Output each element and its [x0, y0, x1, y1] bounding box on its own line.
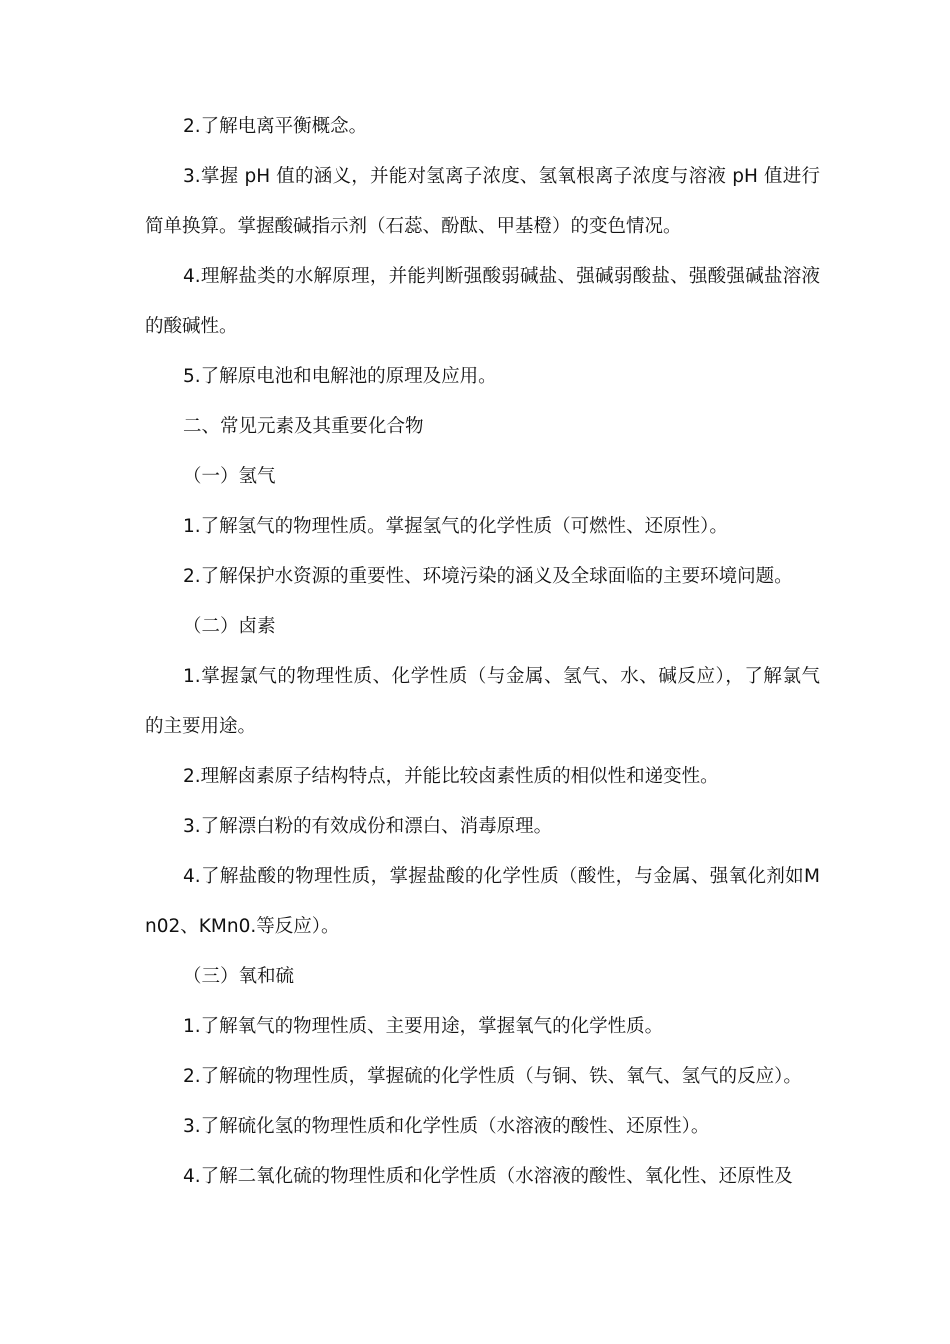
paragraph-water-resources: 2.了解保护水资源的重要性、环境污染的涵义及全球面临的主要环境问题。	[183, 566, 793, 587]
subsection-heading-oxygen-sulfur: （三）氧和硫	[183, 966, 295, 987]
paragraph-ionization-equilibrium: 2.了解电离平衡概念。	[183, 116, 368, 137]
paragraph-sulfur-properties: 2.了解硫的物理性质，掌握硫的化学性质（与铜、铁、氧气、氢气的反应）。	[183, 1066, 802, 1087]
subsection-heading-halogens: （二）卤素	[183, 616, 276, 637]
document-body	[145, 102, 820, 1202]
section-heading-common-elements: 二、常见元素及其重要化合物	[183, 416, 424, 437]
paragraph-oxygen-properties: 1.了解氧气的物理性质、主要用途，掌握氧气的化学性质。	[183, 1016, 664, 1037]
subsection-heading-hydrogen: （一）氢气	[183, 466, 276, 487]
paragraph-bleaching-powder: 3.了解漂白粉的有效成份和漂白、消毒原理。	[183, 816, 553, 837]
paragraph-hydrogen-properties: 1.了解氢气的物理性质。掌握氢气的化学性质（可燃性、还原性）。	[183, 516, 728, 537]
paragraph-hydrochloric-acid: 4.了解盐酸的物理性质，掌握盐酸的化学性质（酸性，与金属、强氧化剂如Mn02、KMn0.等反应）。	[145, 866, 820, 937]
paragraph-sulfur-dioxide: 4.了解二氧化硫的物理性质和化学性质（水溶液的酸性、氧化性、还原性及	[183, 1166, 793, 1187]
paragraph-salt-hydrolysis: 4.理解盐类的水解原理，并能判断强酸弱碱盐、强碱弱酸盐、强酸强碱盐溶液的酸碱性。	[145, 266, 820, 337]
paragraph-chlorine-properties: 1.掌握氯气的物理性质、化学性质（与金属、氢气、水、碱反应），了解氯气的主要用途。	[145, 666, 820, 737]
paragraph-hydrogen-sulfide: 3.了解硫化氢的物理性质和化学性质（水溶液的酸性、还原性）。	[183, 1116, 710, 1137]
paragraph-halogen-structure: 2.理解卤素原子结构特点，并能比较卤素性质的相似性和递变性。	[183, 766, 719, 787]
paragraph-galvanic-cell: 5.了解原电池和电解池的原理及应用。	[183, 366, 497, 387]
paragraph-ph-value: 3.掌握 pH 值的涵义，并能对氢离子浓度、氢氧根离子浓度与溶液 pH 值进行简单换算。掌握酸碱指示剂（石蕊、酚酞、甲基橙）的变色情况。	[145, 166, 820, 237]
